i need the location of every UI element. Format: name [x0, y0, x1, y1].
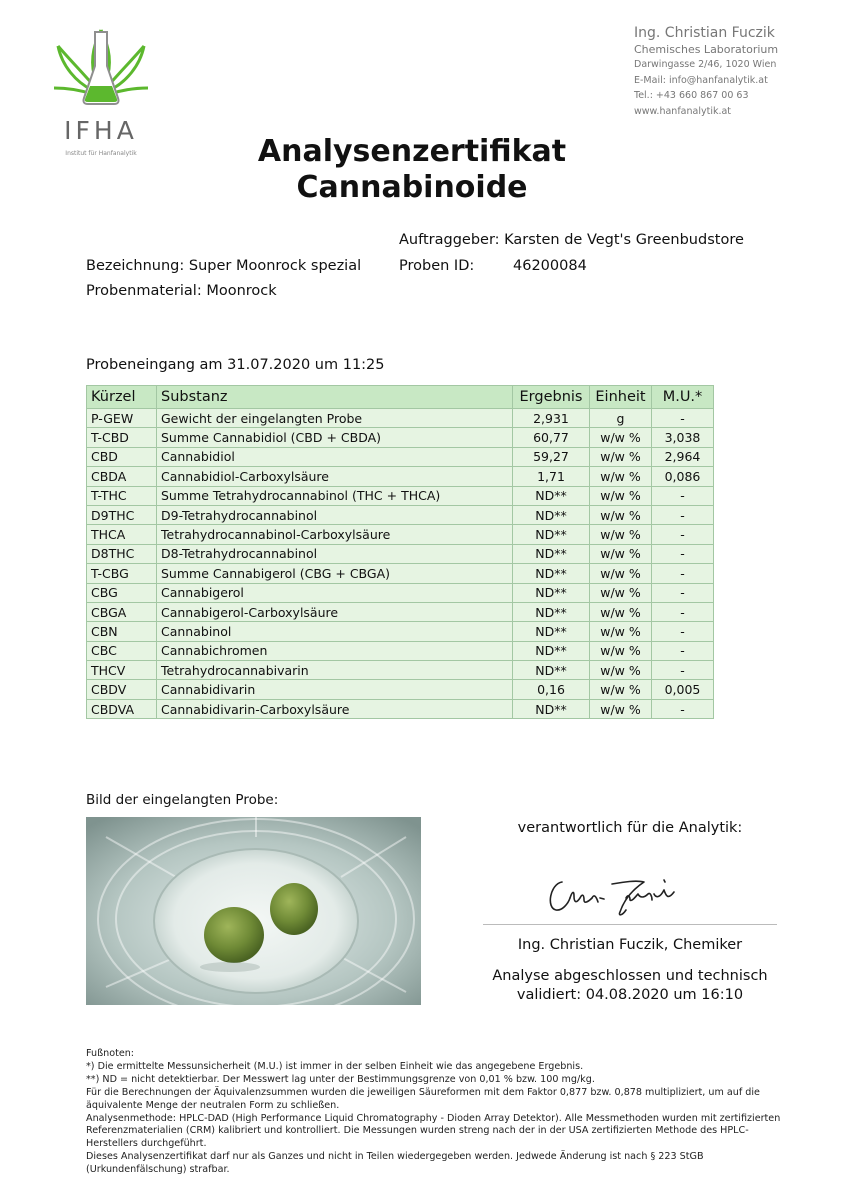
cell-unit: w/w %: [590, 699, 652, 718]
table-row: [87, 622, 714, 641]
cell-substance: Cannabichromen: [157, 641, 513, 660]
cell-result: 1,71: [513, 467, 590, 486]
cell-substance: Cannabidiol: [157, 447, 513, 466]
cell-unit: w/w %: [590, 486, 652, 505]
cell-substance: Tetrahydrocannabinol-Carboxylsäure: [157, 525, 513, 544]
cell-mu: -: [652, 641, 714, 660]
logo-wordmark: IFHA: [64, 116, 138, 145]
header-unit: Einheit: [590, 386, 652, 409]
cell-result: ND**: [513, 602, 590, 621]
title-line-2: Cannabinoide: [296, 170, 528, 205]
cell-unit: w/w %: [590, 680, 652, 699]
cell-unit: w/w %: [590, 505, 652, 524]
cell-substance: D9-Tetrahydrocannabinol: [157, 505, 513, 524]
footnote-item: Für die Berechnungen der Äquivalenzsummen wurden die jeweiligen Säureformen mit dem Faktor 0,877 bzw. 0,878 multipliziert, um auf die äquivalente Menge der neutralen Form zu schließen.: [86, 1086, 760, 1111]
cell-code: THCV: [87, 661, 157, 680]
cell-unit: w/w %: [590, 525, 652, 544]
cell-substance: Summe Cannabigerol (CBG + CBGA): [157, 564, 513, 583]
footnotes-heading: Fußnoten:: [86, 1048, 135, 1059]
table-row: [87, 447, 714, 466]
cell-mu: -: [652, 622, 714, 641]
cell-substance: Cannabidivarin: [157, 680, 513, 699]
cell-mu: -: [652, 583, 714, 602]
table-row: [87, 661, 714, 680]
cell-substance: Summe Tetrahydrocannabinol (THC + THCA): [157, 486, 513, 505]
lab-phone: Tel.: +43 660 867 00 63: [634, 90, 749, 101]
lab-address: Darwingasse 2/46, 1020 Wien: [634, 59, 777, 70]
table-row: [87, 544, 714, 563]
table-row: [87, 680, 714, 699]
cell-mu: -: [652, 544, 714, 563]
footnote-item: **) ND = nicht detektierbar. Der Messwert lag unter der Bestimmungsgrenze von 0,01 % bzw. 100 mg/kg.: [86, 1073, 595, 1085]
header-code: Kürzel: [87, 386, 157, 409]
document-title: [0, 134, 824, 206]
chemist-name: Ing. Christian Fuczik, Chemiker: [517, 937, 743, 953]
cell-unit: w/w %: [590, 641, 652, 660]
cell-mu: 2,964: [652, 447, 714, 466]
cell-mu: 0,086: [652, 467, 714, 486]
cell-code: CBN: [87, 622, 157, 641]
table-row: [87, 486, 714, 505]
cell-result: ND**: [513, 622, 590, 641]
cell-unit: w/w %: [590, 602, 652, 621]
cell-result: ND**: [513, 564, 590, 583]
cell-code: T-CBD: [87, 428, 157, 447]
image-label: Bild der eingelangten Probe:: [86, 792, 279, 808]
cell-code: CBDVA: [87, 699, 157, 718]
cell-mu: -: [652, 564, 714, 583]
cell-result: ND**: [513, 699, 590, 718]
sample-photo: [86, 817, 421, 1005]
table-row: [87, 602, 714, 621]
cell-code: D8THC: [87, 544, 157, 563]
cell-mu: -: [652, 525, 714, 544]
cell-unit: w/w %: [590, 544, 652, 563]
table-row: [87, 409, 714, 428]
cell-unit: w/w %: [590, 564, 652, 583]
cell-mu: -: [652, 409, 714, 428]
footnote-item: Dieses Analysenzertifikat darf nur als Ganzes und nicht in Teilen wiedergegeben werden. Jedwede Änderung ist nach § 223 StGB (Urkundenfälschung) strafbar.: [86, 1151, 704, 1176]
lab-website: www.hanfanalytik.at: [634, 105, 732, 117]
cell-result: ND**: [513, 583, 590, 602]
title-line-1: Analysenzertifikat: [257, 134, 567, 169]
footnote-item: *) Die ermittelte Messunsicherheit (M.U.) ist immer in der selben Einheit wie das angegebene Ergebnis.: [86, 1060, 584, 1072]
cell-code: D9THC: [87, 505, 157, 524]
table-row: [87, 583, 714, 602]
table-row: [87, 699, 714, 718]
signature: [540, 868, 700, 918]
cell-substance: Cannabinol: [157, 622, 513, 641]
cell-result: ND**: [513, 525, 590, 544]
cell-unit: w/w %: [590, 428, 652, 447]
table-body: [87, 409, 714, 719]
lab-contact-block: [634, 24, 834, 119]
lab-email: E-Mail: info@hanfanalytik.at: [634, 74, 768, 86]
cell-substance: Cannabidiol-Carboxylsäure: [157, 467, 513, 486]
table-row: [87, 641, 714, 660]
receipt-field: Probeneingang am 31.07.2020 um 11:25: [86, 357, 385, 373]
cannabis-flask-icon: [52, 26, 150, 116]
cell-unit: w/w %: [590, 467, 652, 486]
client-field: Auftraggeber: Karsten de Vegt's Greenbudstore: [399, 232, 744, 248]
cell-substance: Gewicht der eingelangten Probe: [157, 409, 513, 428]
table-header-row: [87, 386, 714, 409]
cell-code: THCA: [87, 525, 157, 544]
cell-unit: w/w %: [590, 583, 652, 602]
cell-mu: 3,038: [652, 428, 714, 447]
signature-line: [483, 924, 777, 925]
cell-code: P-GEW: [87, 409, 157, 428]
lab-subtitle: Chemisches Laboratorium: [634, 43, 779, 56]
cell-code: CBG: [87, 583, 157, 602]
cell-result: ND**: [513, 486, 590, 505]
cell-code: T-THC: [87, 486, 157, 505]
cell-substance: Tetrahydrocannabivarin: [157, 661, 513, 680]
cell-substance: Cannabigerol: [157, 583, 513, 602]
results-table: [86, 385, 714, 719]
cell-mu: -: [652, 505, 714, 524]
table-row: [87, 564, 714, 583]
cell-result: 60,77: [513, 428, 590, 447]
cell-mu: -: [652, 486, 714, 505]
cell-result: ND**: [513, 505, 590, 524]
cell-unit: w/w %: [590, 447, 652, 466]
lab-name: Ing. Christian Fuczik: [634, 25, 775, 41]
cell-substance: D8-Tetrahydrocannabinol: [157, 544, 513, 563]
cell-result: ND**: [513, 661, 590, 680]
logo-subtitle: Institut für Hanfanalytik: [65, 150, 137, 157]
cell-code: CBDA: [87, 467, 157, 486]
header-substance: Substanz: [157, 386, 513, 409]
header-mu: M.U.*: [652, 386, 714, 409]
table-row: [87, 505, 714, 524]
cell-code: CBDV: [87, 680, 157, 699]
cell-mu: -: [652, 602, 714, 621]
cell-result: 2,931: [513, 409, 590, 428]
cell-mu: -: [652, 699, 714, 718]
header-result: Ergebnis: [513, 386, 590, 409]
cell-substance: Cannabidivarin-Carboxylsäure: [157, 699, 513, 718]
cell-substance: Cannabigerol-Carboxylsäure: [157, 602, 513, 621]
cell-mu: -: [652, 661, 714, 680]
table-row: [87, 428, 714, 447]
cell-unit: g: [590, 409, 652, 428]
designation-field: Bezeichnung: Super Moonrock spezial: [86, 258, 362, 274]
validation-line-1: Analyse abgeschlossen und technisch: [492, 968, 768, 984]
responsible-label: verantwortlich für die Analytik:: [517, 820, 743, 836]
validation-line-2: validiert: 04.08.2020 um 16:10: [516, 987, 744, 1003]
cell-result: 59,27: [513, 447, 590, 466]
cell-result: 0,16: [513, 680, 590, 699]
cell-substance: Summe Cannabidiol (CBD + CBDA): [157, 428, 513, 447]
sample-id-value: 46200084: [513, 258, 587, 274]
material-field: Probenmaterial: Moonrock: [86, 283, 277, 299]
footnote-item: Analysenmethode: HPLC-DAD (High Performance Liquid Chromatography - Dioden Array Detektor). Alle Messmethoden wurden mit zertifizierten Referenzmaterialien (CRM) kalibriert und kontrolliert. Die Messungen wurden streng nach der in der USA zertifizierten Methode des HPLC-Herstellers durchgeführt.: [86, 1112, 781, 1150]
cell-code: T-CBG: [87, 564, 157, 583]
cell-code: CBGA: [87, 602, 157, 621]
cell-code: CBC: [87, 641, 157, 660]
cell-result: ND**: [513, 641, 590, 660]
cell-result: ND**: [513, 544, 590, 563]
table-row: [87, 525, 714, 544]
cell-unit: w/w %: [590, 661, 652, 680]
cell-code: CBD: [87, 447, 157, 466]
footnotes: [86, 1048, 796, 1177]
table-row: [87, 467, 714, 486]
cell-unit: w/w %: [590, 622, 652, 641]
sample-id-label: Proben ID:: [399, 258, 475, 274]
cell-mu: 0,005: [652, 680, 714, 699]
